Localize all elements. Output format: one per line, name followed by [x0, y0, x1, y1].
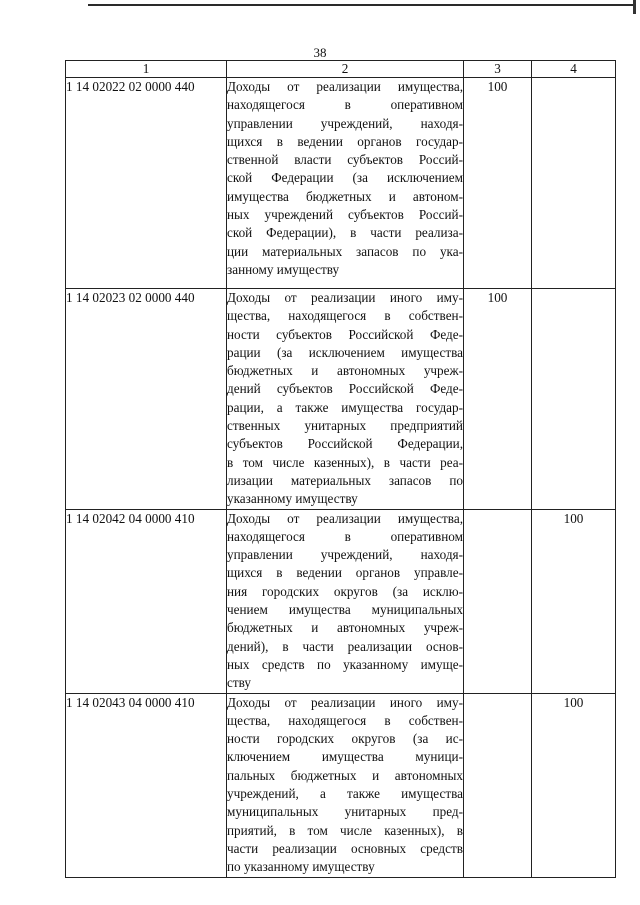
description-line: находящегося в оперативном — [227, 528, 463, 544]
description-line: Доходы от реализации имущества, — [227, 510, 463, 526]
value-col3: 100 — [464, 78, 532, 289]
description-line: занному имуществу — [227, 261, 340, 277]
description-line: пальных бюджетных и автономных — [227, 767, 463, 783]
revenue-table — [65, 60, 616, 878]
description-line: щихся в ведении органов управле- — [227, 565, 463, 581]
revenue-description — [227, 289, 464, 510]
description-line: учреждений, а также имущества — [227, 786, 463, 802]
column-header-2: 2 — [227, 61, 464, 78]
description-line: ственных унитарных предприятий — [227, 418, 463, 434]
table-row — [66, 78, 616, 289]
description-line: дений), в части реализации основ- — [227, 638, 463, 654]
description-line: щества, находящегося в собствен- — [227, 712, 463, 728]
column-header-4: 4 — [532, 61, 616, 78]
value-col4: 100 — [532, 509, 616, 693]
revenue-description — [227, 78, 464, 289]
table-row — [66, 509, 616, 693]
column-header-1: 1 — [66, 61, 227, 78]
value-col3: 100 — [464, 289, 532, 510]
description-line: щихся в ведении органов государ- — [227, 133, 463, 149]
description-line: указанному имуществу — [227, 491, 358, 507]
description-line: ской Федерации (за исключением — [227, 170, 463, 186]
scan-edge-corner — [633, 0, 636, 14]
description-line: находящегося в оперативном — [227, 97, 463, 113]
description-line: Доходы от реализации иного иму- — [227, 290, 463, 305]
description-line: бюджетных и автономных учреж- — [227, 363, 463, 379]
description-line: имущества бюджетных и автоном- — [227, 188, 463, 204]
description-line: рации (за исключением имущества — [227, 344, 463, 360]
description-line: ции материальных запасов по ука- — [227, 243, 463, 259]
revenue-description — [227, 693, 464, 877]
description-line: рации, а также имущества государ- — [227, 399, 463, 415]
description-line: ности городских округов (за ис- — [227, 731, 463, 747]
description-line: в том числе казенных), в части реа- — [227, 454, 463, 470]
scan-edge-top — [88, 4, 636, 6]
description-line: бюджетных и автономных учреж- — [227, 620, 463, 636]
description-line: субъектов Российской Федерации, — [227, 436, 463, 452]
description-line: дений субъектов Российской Феде- — [227, 381, 463, 397]
value-col4 — [532, 289, 616, 510]
description-line: Доходы от реализации иного иму- — [227, 694, 463, 710]
description-line: ния городских округов (за исклю- — [227, 583, 463, 599]
description-line: ключением имущества муници- — [227, 749, 463, 765]
description-line: ской Федерации), в части реализа- — [227, 225, 463, 241]
page-number: 38 — [313, 45, 327, 60]
value-col3 — [464, 693, 532, 877]
description-line: управлении учреждений, находя- — [227, 115, 463, 131]
description-line: ных средств по указанному имуще- — [227, 656, 463, 672]
description-line: Доходы от реализации имущества, — [227, 79, 463, 94]
description-line: ству — [227, 675, 251, 691]
description-line: ных учреждений субъектов Россий- — [227, 207, 463, 223]
table-row — [66, 693, 616, 877]
description-line: щества, находящегося в собствен- — [227, 308, 463, 324]
description-line: ственной власти субъектов Россий- — [227, 152, 463, 168]
description-line: ности субъектов Российской Феде- — [227, 326, 463, 342]
description-line: приятий, в том числе казенных), в — [227, 822, 463, 838]
revenue-code: 1 14 02022 02 0000 440 — [66, 78, 227, 289]
column-header-3: 3 — [464, 61, 532, 78]
description-line: по указанному имуществу — [227, 859, 375, 875]
table-row — [66, 289, 616, 510]
revenue-description — [227, 509, 464, 693]
value-col4 — [532, 78, 616, 289]
column-header-row — [66, 61, 616, 78]
description-line: управлении учреждений, находя- — [227, 547, 463, 563]
description-line: муниципальных унитарных пред- — [227, 804, 463, 820]
description-line: лизации материальных запасов по — [227, 472, 463, 488]
value-col3 — [464, 509, 532, 693]
description-line: части реализации основных средств — [227, 840, 463, 856]
value-col4: 100 — [532, 693, 616, 877]
revenue-code: 1 14 02043 04 0000 410 — [66, 693, 227, 877]
revenue-code: 1 14 02042 04 0000 410 — [66, 509, 227, 693]
description-line: чением имущества муниципальных — [227, 602, 463, 618]
revenue-code: 1 14 02023 02 0000 440 — [66, 289, 227, 510]
